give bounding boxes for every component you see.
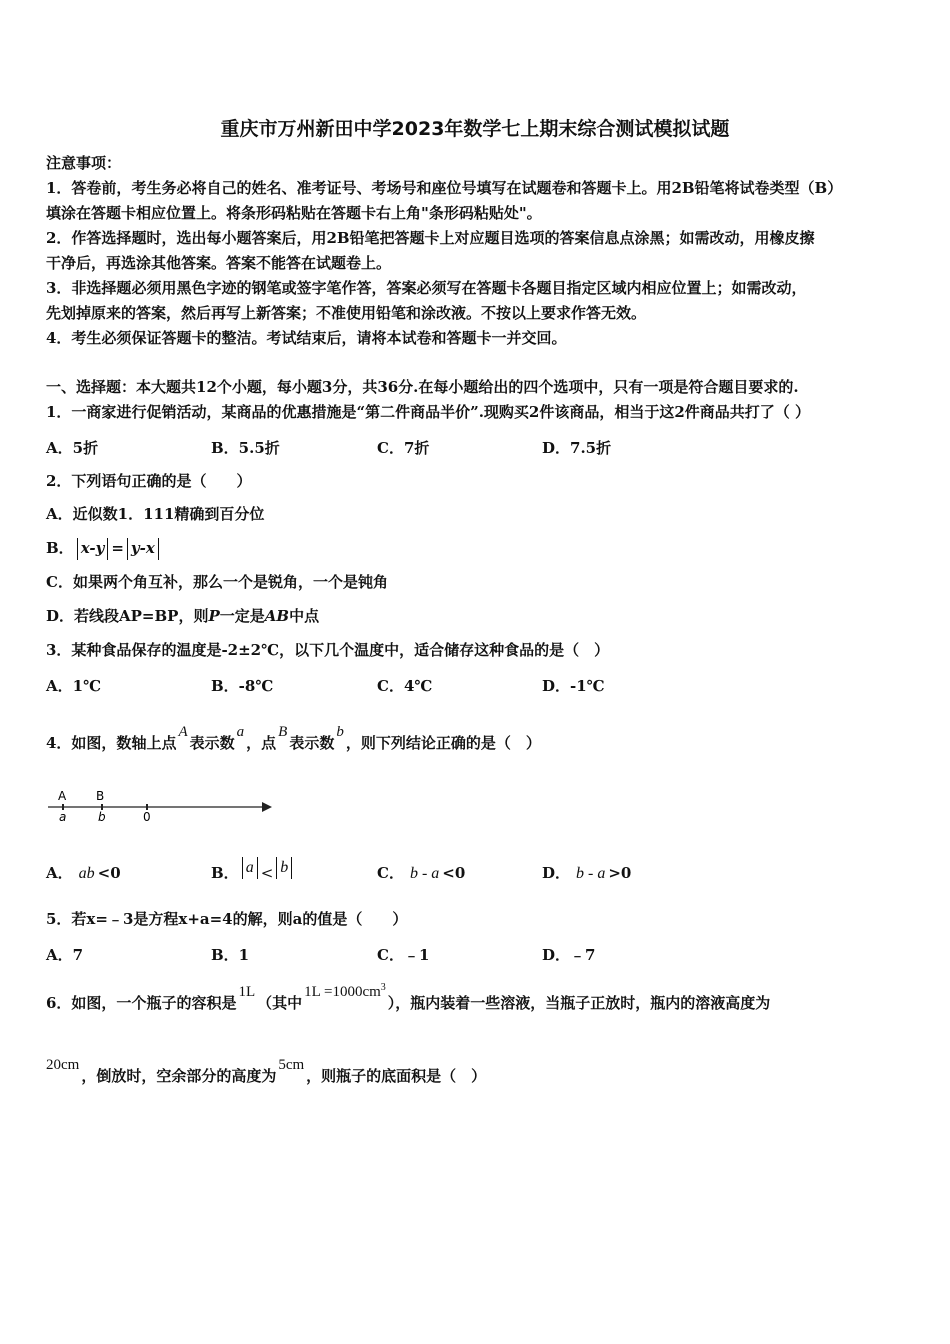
option-math: ab [78,865,95,882]
arrow-icon [262,802,272,812]
notice-line-4: 干净后，再选涂其他答案。答案不能答在试题卷上。 [46,254,392,272]
q5-option-c: C．﹣1 [377,946,430,964]
notice-line-3: 2．作答选择题时，选出每小题答案后，用2B铅笔把答题卡上对应题目选项的答案信息点涂黑；如需改动，用橡皮擦 [46,229,815,247]
option-math: >0 [608,864,632,882]
var-B: B [278,724,288,740]
option-math: <0 [97,864,121,882]
q3-option-c: C．4℃ [377,677,433,695]
label-0: 0 [143,810,151,824]
question-6-stem [46,982,771,1014]
page-title: 重庆市万州新田中学2023年数学七上期末综合测试模拟试题 [220,118,730,140]
abs-bar [242,857,243,879]
q2-option-b [46,538,162,560]
q3-option-d: D．-1℃ [542,677,605,695]
abs-bar [276,857,277,879]
label-a: a [59,810,67,824]
q5-option-b: B．1 [211,946,250,964]
height-upright: 20cm [46,1057,80,1073]
stem-text: ），瓶内装着一些溶液，当瓶子正放时，瓶内的溶液高度为 [387,994,771,1012]
point-p: P [208,607,220,625]
option-label: A． [46,864,73,882]
option-label: C． [377,864,404,882]
q1-option-c: C．7折 [377,439,430,457]
stem-text: ，倒放时，空余部分的高度为 [81,1067,277,1085]
stem-text: 6．如图，一个瓶子的容积是 [46,994,237,1012]
stem-text: ，则瓶子的底面积是（ ） [306,1067,487,1085]
segment-ab: AB [264,607,290,625]
question-2-stem: 2．下列语句正确的是（ ） [46,472,252,490]
section-heading: 一、选择题：本大题共12个小题，每小题3分，共36分.在每小题给出的四个选项中，只有一项是符合题目要求的. [46,378,799,396]
var-A: A [178,724,188,740]
number-line-figure [40,785,290,825]
abs-bar [257,857,258,879]
height-inverted: 5cm [278,1057,305,1073]
option-text: 中点 [289,607,320,625]
q2-option-c: C．如果两个角互补，那么一个是锐角，一个是钝角 [46,573,388,591]
q3-option-a: A．1℃ [46,677,102,695]
option-math: b [280,859,289,876]
option-text: D．若线段AP=BP，则 [46,607,209,625]
q3-option-b: B．-8℃ [211,677,274,695]
question-4-stem [46,724,541,754]
var-b: b [336,724,344,740]
q1-option-a: A．5折 [46,439,99,457]
stem-text: （其中 [257,994,303,1012]
abs-bar [127,538,128,560]
notice-line-6: 先划掉原来的答案，然后再写上新答案；不准使用铅笔和涂改液。不按以上要求作答无效。 [46,304,647,322]
notice-heading: 注意事项： [46,154,122,172]
equals-sign: = [111,539,124,557]
notice-line-2: 填涂在答题卡相应位置上。将条形码粘贴在答题卡右上角"条形码粘贴处"。 [46,204,542,222]
exponent: 3 [380,982,386,993]
option-text: 一定是 [219,607,265,625]
option-math: a [245,859,254,876]
q2-option-a: A．近似数1．111精确到百分位 [46,505,265,523]
abs-bar [77,538,78,560]
q4-option-b [211,859,295,885]
option-math: b - a [576,865,606,882]
stem-text: ，则下列结论正确的是（ ） [345,734,541,752]
abs-bar [107,538,108,560]
q1-option-b: B．5.5折 [211,439,280,457]
q4-option-d [542,862,631,883]
label-B: B [96,789,105,803]
expr-right: y-x [130,539,155,557]
question-1-stem: 1．一商家进行促销活动，某商品的优惠措施是“第二件商品半价”.现购买2件该商品，相当于这2件商品共打了（ ） [46,403,811,421]
notice-line-7: 4．考生必须保证答题卡的整洁。考试结束后，请将本试卷和答题卡一并交回。 [46,329,567,347]
stem-text: 4．如图，数轴上点 [46,734,177,752]
option-label: D． [542,864,571,882]
notice-line-1: 1．答卷前，考生务必将自己的姓名、准考证号、考场号和座位号填写在试题卷和答题卡上。用2B铅笔将试卷类型（B） [46,179,843,197]
abs-bar [158,538,159,560]
label-A: A [58,789,67,803]
notice-line-5: 3．非选择题必须用黑色字迹的钢笔或签字笔作答，答案必须写在答题卡各题目指定区域内相应位置上；如需改动， [46,279,807,297]
volume-1l: 1L [238,984,256,1000]
q5-option-d: D．﹣7 [542,946,596,964]
option-label: B． [46,539,74,557]
q1-option-d: D．7.5折 [542,439,612,457]
q5-option-a: A．7 [46,946,84,964]
volume-conversion [304,984,386,1000]
option-math: b - a [409,865,440,882]
stem-text: 表示数 [289,734,335,752]
question-3-stem: 3．某种食品保存的温度是-2±2℃，以下几个温度中，适合储存这种食品的是（ ） [46,641,610,659]
conversion-text: 1L =1000cm [304,984,381,1000]
q4-option-a [46,862,121,883]
expr-left: x-y [80,539,105,557]
less-than: < [260,864,274,882]
option-label: B． [211,864,239,882]
question-5-stem: 5．若x=﹣3是方程x+a=4的解，则a的值是（ ） [46,910,408,928]
q2-option-d [46,606,319,626]
var-a: a [236,724,245,740]
stem-text: 表示数 [189,734,235,752]
q4-option-c [377,862,465,883]
label-b: b [98,810,106,824]
stem-text: ，点 [246,734,277,752]
question-6-stem-cont [46,1057,487,1087]
option-math: <0 [442,864,466,882]
abs-bar [291,857,292,879]
